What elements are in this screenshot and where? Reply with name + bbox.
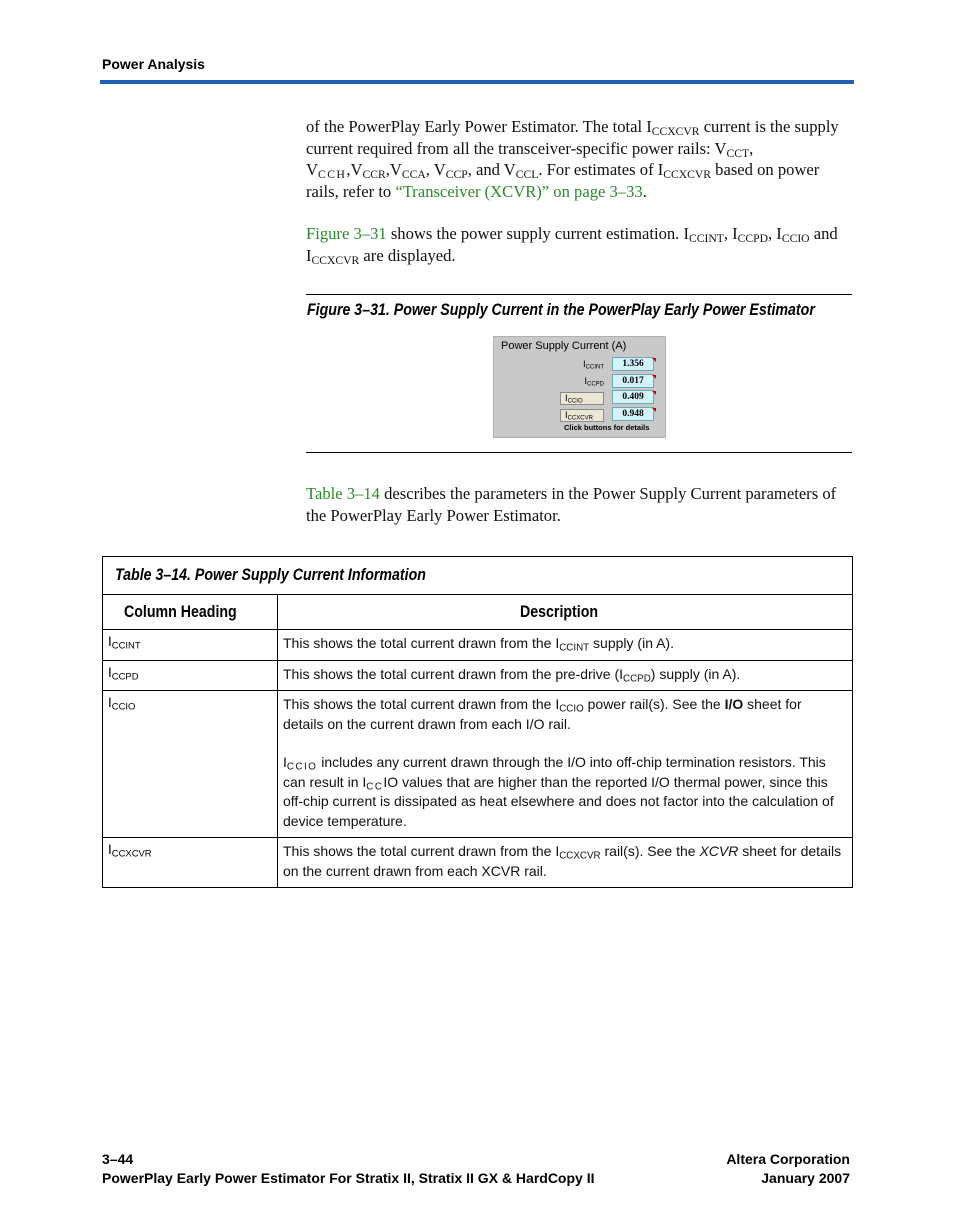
- row-name-iccxcvr: $I_{CCXCVR}$: [103, 838, 278, 888]
- iccio-value: 0.409: [612, 390, 654, 404]
- row-name-iccint: $I_{CCINT}$: [103, 630, 278, 661]
- column-header-description: Description: [278, 595, 853, 630]
- publication-date: January 2007: [761, 1170, 850, 1186]
- table-3-14-link[interactable]: Table 3–14: [306, 484, 380, 503]
- row-name-iccio: $I_{CCIO}$: [103, 691, 278, 838]
- table-row: [103, 691, 853, 838]
- company-name: Altera Corporation: [726, 1151, 850, 1167]
- comment-flag-icon: [652, 375, 656, 379]
- comment-flag-icon: [652, 358, 656, 362]
- body-paragraph-3: Table 3–14 describes the parameters in the Power Supply Current parameters of the PowerPlay Early Power Estimator.: [306, 484, 837, 525]
- iccio-details-button[interactable]: $I_{CCIO}$: [560, 392, 604, 405]
- power-supply-current-table: [102, 556, 853, 888]
- table-row: [103, 660, 853, 691]
- comment-flag-icon: [652, 391, 656, 395]
- body-paragraph-2: Figure 3–31 shows the power supply current estimation. $I_{CCINT}$, $I_{CCPD}$, $I_{CCIO}$ and $I_{CCXCVR}$ are displayed.: [306, 224, 838, 267]
- column-header-heading: Column Heading: [103, 595, 278, 630]
- row-description-iccio: [278, 691, 853, 838]
- page-number: 3–44: [102, 1151, 134, 1167]
- iccint-label: $I_{CCINT}$: [583, 359, 604, 371]
- table-row: [103, 838, 853, 888]
- row-name-iccpd: $I_{CCPD}$: [103, 660, 278, 691]
- iccpd-label: $I_{CCPD}$: [584, 376, 604, 388]
- table-caption: Table 3–14. Power Supply Current Information: [103, 557, 853, 595]
- transceiver-xcvr-link[interactable]: “Transceiver (XCVR)” on page 3–33: [395, 181, 643, 201]
- widget-footer-note: Click buttons for details: [564, 423, 650, 432]
- row-description-iccpd: This shows the total current drawn from the pre-drive $(I_{CCPD})$ supply (in A).: [278, 660, 853, 691]
- iccio-description-para-1: This shows the total current drawn from the $I_{CCIO}$ power rail(s). See the I/O sheet for details on the current drawn from each I/O rail.: [283, 696, 802, 732]
- comment-flag-icon: [652, 408, 656, 412]
- row-description-iccxcvr: This shows the total current drawn from the $I_{CCXCVR}$ rail(s). See the XCVR sheet for details on the current drawn from each XCVR rail.: [278, 838, 853, 888]
- header-rule: [100, 80, 854, 84]
- table-row: [103, 630, 853, 661]
- document-title: PowerPlay Early Power Estimator For Stratix II, Stratix II GX & HardCopy II: [102, 1170, 595, 1186]
- iccxcvr-details-button[interactable]: $I_{CCXCVR}$: [560, 409, 604, 422]
- iccint-value: 1.356: [612, 357, 654, 371]
- figure-caption: Figure 3–31. Power Supply Current in the PowerPlay Early Power Estimator: [307, 301, 815, 319]
- iccio-description-para-2: $I_{CCIO}$ includes any current drawn through the I/O into off-chip termination resistors. This can result in $I_{CC}IO$ values that are higher than the reported I/O thermal power, since this off-chip current is dissipated as heat elsewhere and does not factor into the calculation of device temperature.: [283, 754, 834, 829]
- widget-title: Power Supply Current (A): [501, 340, 627, 352]
- body-paragraph-1: of the PowerPlay Early Power Estimator. The total $I_{CCXCVR}$ current is the supply current required from all the transceiver-specific power rails: $V_{CCT}$, $V_{CCH},V_{CCR},V_{CCA}$, $V_{CCP}$, and $V_{CCL}$. For estimates of $I_{CCXCVR}$ based on power rails, refer to “Transceiver (XCVR)” on page 3–33.: [306, 117, 839, 201]
- power-supply-current-widget: [493, 336, 666, 438]
- iccxcvr-value: 0.948: [612, 407, 654, 421]
- running-header: Power Analysis: [102, 56, 205, 72]
- figure-top-rule: [306, 294, 852, 295]
- figure-3-31-link[interactable]: Figure 3–31: [306, 224, 387, 243]
- iccpd-value: 0.017: [612, 374, 654, 388]
- figure-bottom-rule: [306, 452, 852, 453]
- row-description-iccint: This shows the total current drawn from the $I_{CCINT}$ supply (in A).: [278, 630, 853, 661]
